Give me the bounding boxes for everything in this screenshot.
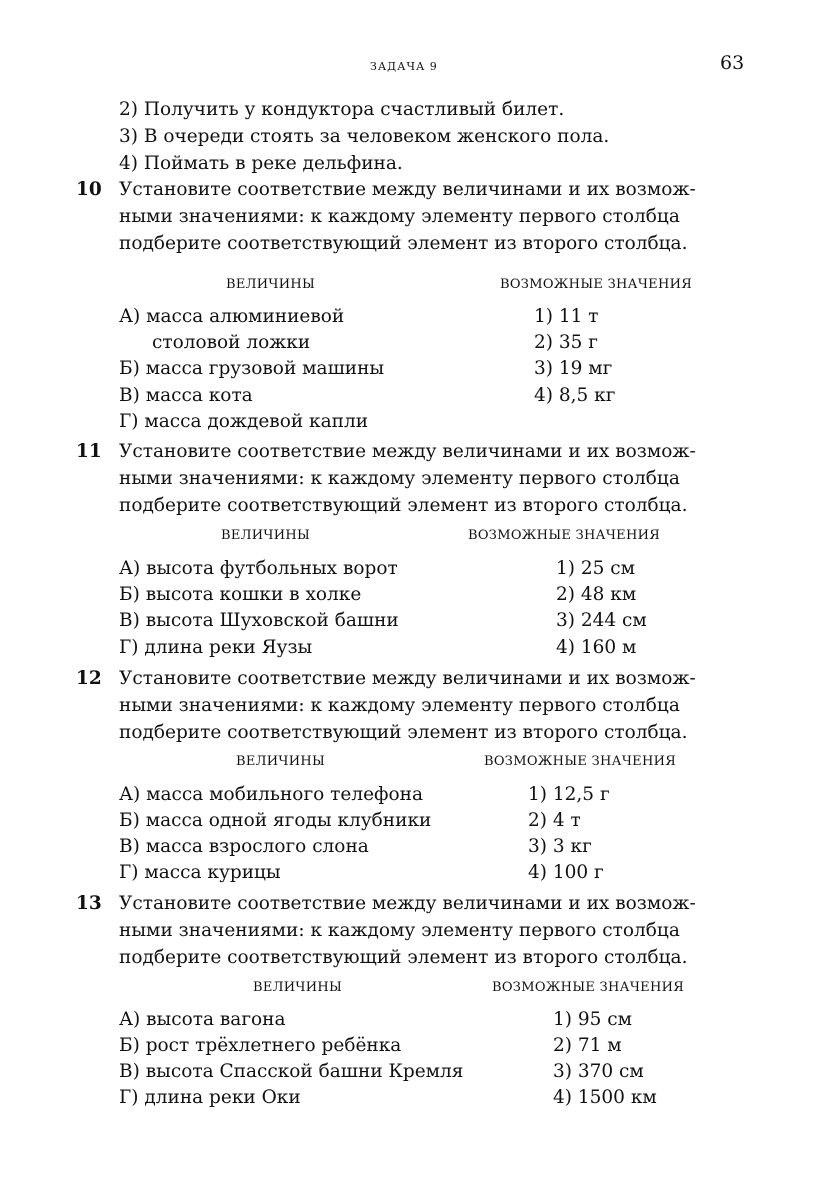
left-row: В) масса кота [119, 385, 253, 406]
task-number: 13 [76, 893, 102, 914]
running-title: ЗАДАЧА 9 [370, 60, 438, 73]
page-number: 63 [720, 52, 745, 74]
task-text-line: ными значениями: к каждому элементу первого столбца [119, 695, 680, 716]
task-text-line: подберите соответствующий элемент из второго столбца. [119, 722, 688, 743]
right-row: 3) 19 мг [534, 358, 613, 379]
left-row: А) высота вагона [119, 1009, 286, 1030]
right-row: 2) 71 м [553, 1035, 622, 1056]
left-row: Б) масса грузовой машины [119, 358, 385, 379]
right-row: 3) 3 кг [528, 836, 592, 857]
right-row: 1) 25 см [556, 558, 636, 579]
column-header-right: ВОЗМОЖНЫЕ ЗНАЧЕНИЯ [500, 277, 693, 292]
task-text-line: подберите соответствующий элемент из второго столбца. [119, 947, 688, 968]
left-row: В) высота Шуховской башни [119, 610, 399, 631]
task-text-line: Установите соответствие между величинами и их возмож- [119, 179, 696, 200]
left-row: В) масса взрослого слона [119, 836, 369, 857]
intro-item: 3) В очереди стоять за человеком женского пола. [119, 126, 610, 147]
column-header-right: ВОЗМОЖНЫЕ ЗНАЧЕНИЯ [484, 754, 677, 769]
left-row: В) высота Спасской башни Кремля [119, 1061, 464, 1082]
right-row: 1) 12,5 г [528, 784, 610, 805]
left-row: Г) длина реки Яузы [119, 637, 313, 658]
task-text-line: ными значениями: к каждому элементу первого столбца [119, 468, 680, 489]
column-header-right: ВОЗМОЖНЫЕ ЗНАЧЕНИЯ [468, 528, 661, 543]
left-row: А) высота футбольных ворот [119, 558, 398, 579]
left-row: Г) масса дождевой капли [119, 411, 369, 432]
left-row: Г) длина реки Оки [119, 1087, 301, 1108]
column-header-left: ВЕЛИЧИНЫ [236, 754, 326, 769]
task-number: 12 [76, 668, 102, 689]
column-header-left: ВЕЛИЧИНЫ [221, 528, 311, 543]
left-row: Б) высота кошки в холке [119, 584, 362, 605]
left-row: Б) рост трёхлетнего ребёнка [119, 1035, 402, 1056]
running-head [0, 50, 827, 80]
right-row: 2) 4 т [528, 810, 581, 831]
left-row: Г) масса курицы [119, 862, 281, 883]
left-row: А) масса мобильного телефона [119, 784, 424, 805]
task-text-line: подберите соответствующий элемент из второго столбца. [119, 233, 688, 254]
intro-item: 2) Получить у кондуктора счастливый билет. [119, 99, 565, 120]
left-row: Б) масса одной ягоды клубники [119, 810, 432, 831]
right-row: 4) 160 м [556, 637, 637, 658]
task-text-line: Установите соответствие между величинами и их возмож- [119, 441, 696, 462]
task-text-line: Установите соответствие между величинами и их возмож- [119, 668, 696, 689]
right-row: 1) 95 см [553, 1009, 633, 1030]
column-header-left: ВЕЛИЧИНЫ [253, 980, 343, 995]
right-row: 4) 8,5 кг [534, 385, 616, 406]
task-number: 10 [76, 179, 102, 200]
right-row: 4) 1500 км [553, 1087, 657, 1108]
intro-item: 4) Поймать в реке дельфина. [119, 153, 403, 174]
task-text-line: подберите соответствующий элемент из второго столбца. [119, 495, 688, 516]
task-text-line: ными значениями: к каждому элементу первого столбца [119, 206, 680, 227]
right-row: 3) 370 см [553, 1061, 644, 1082]
left-row: А) масса алюминиевой [119, 306, 345, 327]
column-header-left: ВЕЛИЧИНЫ [226, 277, 316, 292]
task-text-line: ными значениями: к каждому элементу первого столбца [119, 920, 680, 941]
task-text-line: Установите соответствие между величинами и их возмож- [119, 893, 696, 914]
task-number: 11 [76, 441, 102, 462]
column-header-right: ВОЗМОЖНЫЕ ЗНАЧЕНИЯ [492, 980, 685, 995]
left-row: столовой ложки [152, 332, 311, 353]
right-row: 1) 11 т [534, 306, 599, 327]
right-row: 3) 244 см [556, 610, 647, 631]
right-row: 4) 100 г [528, 862, 604, 883]
right-row: 2) 35 г [534, 332, 598, 353]
right-row: 2) 48 км [556, 584, 637, 605]
